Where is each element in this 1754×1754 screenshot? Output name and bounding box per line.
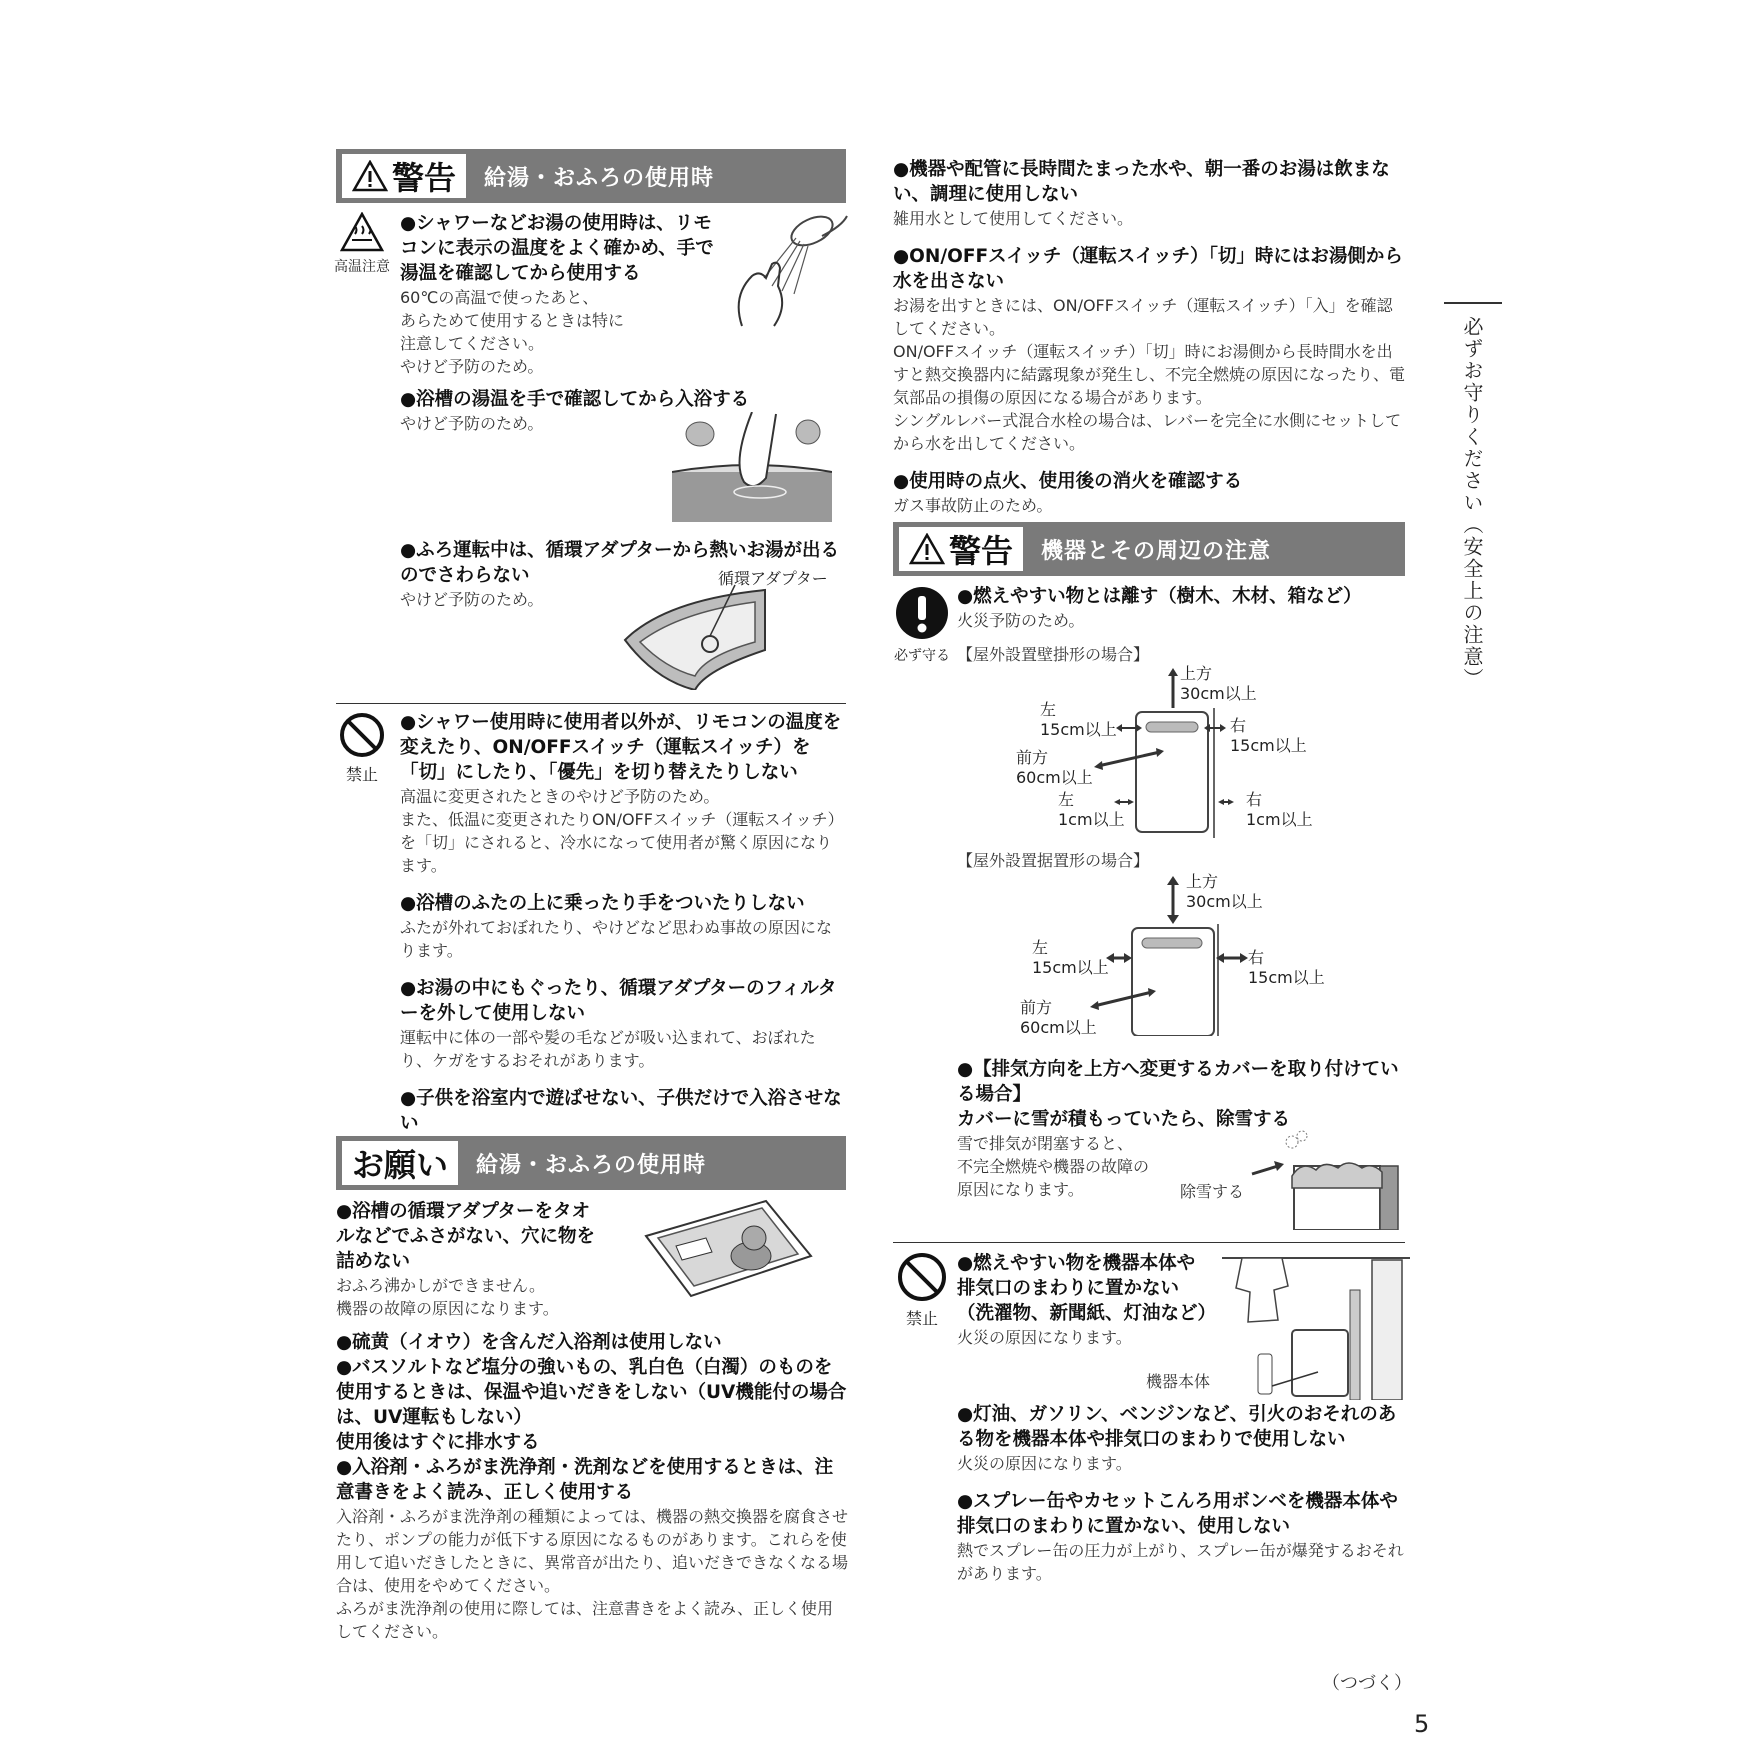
item-text: お湯を出すときには、ON/OFFスイッチ（運転スイッチ）「入」を確認してください。 xyxy=(893,296,1393,338)
hot-caution-mark xyxy=(334,212,390,276)
prohibit-mark xyxy=(890,1252,954,1329)
right-value: 15cm以上 xyxy=(1230,736,1307,755)
prohibited-icon xyxy=(339,712,385,758)
item-text: 注意してください。 xyxy=(400,334,545,353)
floor-mount-title: 【屋外設置据置形の場合】 xyxy=(957,851,1150,870)
item-heading: ●機器や配管に長時間たまった水や、朝一番のお湯は飲まない、調理に使用しない xyxy=(893,159,1390,205)
item-heading: 使用後はすぐに排水する xyxy=(336,1432,540,1453)
page-number: 5 xyxy=(1414,1710,1430,1738)
item-text: やけど予防のため。 xyxy=(400,414,544,433)
section-divider xyxy=(893,1242,1405,1243)
mandatory-icon xyxy=(894,585,950,641)
right-label: 右 xyxy=(1246,790,1263,809)
item-text: 運転中に体の一部や髪の毛などが吸い込まれて、おぼれたり、ケガをするおそれがあります。 xyxy=(400,1028,816,1070)
adapter-label: 循環アダプター xyxy=(718,569,828,588)
laundry-device-illustration xyxy=(1222,1250,1410,1400)
item-text: やけど予防のため。 xyxy=(400,590,544,609)
request-badge: お願い xyxy=(342,1141,458,1185)
wall-mount-title: 【屋外設置壁掛形の場合】 xyxy=(957,645,1150,664)
warning-badge xyxy=(342,154,466,198)
item-heading: 排気口のまわりに置かない xyxy=(957,1278,1180,1299)
must-label: 必ず守る xyxy=(894,648,950,664)
warning-badge xyxy=(899,527,1023,571)
prohibit-list xyxy=(400,710,846,1159)
left-value: 15cm以上 xyxy=(1040,720,1117,739)
request-items xyxy=(336,1330,848,1643)
up-value: 30cm以上 xyxy=(1180,684,1257,703)
prohibited-icon xyxy=(897,1252,947,1302)
item-heading: ●シャワーなどお湯の使用時は、リモコンに表示の温度をよく確かめ、手で湯温を確認してから使用する xyxy=(400,213,714,284)
right-value: 1cm以上 xyxy=(1246,810,1313,829)
prohibit-item xyxy=(400,891,846,962)
item-heading: ●ON/OFFスイッチ（運転スイッチ）「切」時にはお湯側から水を出さない xyxy=(893,246,1403,292)
item-text: 原因になります。 xyxy=(957,1180,1084,1199)
hot-water-warning-icon xyxy=(340,212,384,252)
item-text: ガス事故防止のため。 xyxy=(893,496,1053,515)
bath-adapter-illustration xyxy=(620,580,770,690)
prohibit-item xyxy=(400,976,846,1072)
bath-hand-illustration xyxy=(672,412,832,522)
item-heading: ●子供を浴室内で遊ばせない、子供だけで入浴させない xyxy=(400,1088,842,1134)
item-heading: ●灯油、ガソリン、ベンジンなど、引火のおそれのある物を機器本体や排気口のまわりで使用しない xyxy=(957,1404,1397,1450)
prohibit-label: 禁止 xyxy=(905,1309,938,1328)
towel-bath-illustration xyxy=(636,1196,816,1306)
continued-label: （つづく） xyxy=(1322,1673,1412,1694)
item-text: 火災の原因になります。 xyxy=(957,1328,1132,1347)
item-text: また、低温に変更されたりON/OFFスイッチ（運転スイッチ）を「切」にされると、冷水になって使用者が驚く原因になります。 xyxy=(400,810,844,875)
snow-removal-label: 除雪する xyxy=(1180,1182,1245,1201)
item-text: 火災予防のため。 xyxy=(957,611,1085,630)
item-heading: ●使用時の点火、使用後の消火を確認する xyxy=(893,471,1243,492)
front-label: 前方 xyxy=(1020,998,1053,1017)
item-heading: ●浴槽の循環アダプターをタオルなどでふさがない、穴に物を詰めない xyxy=(336,1201,596,1272)
prohibit-mark xyxy=(334,712,390,785)
warning-badge-text: 警告 xyxy=(949,532,1014,570)
prohibit-item xyxy=(400,710,846,877)
prohibit-items-fuel xyxy=(957,1402,1407,1585)
shower-hand-illustration xyxy=(712,206,852,336)
item-text: あらためて使用するときは特に xyxy=(400,311,625,330)
item-heading: ●浴槽の湯温を手で確認してから入浴する xyxy=(400,389,750,410)
item-text: 雑用水として使用してください。 xyxy=(893,209,1134,228)
up-label: 上方 xyxy=(1186,872,1219,891)
item-text: ふたが外れておぼれたり、やけどなど思わぬ事故の原因になります。 xyxy=(400,918,833,960)
front-label: 前方 xyxy=(1016,748,1049,767)
left-value: 1cm以上 xyxy=(1058,810,1125,829)
item-text: おふろ沸かしができません。 xyxy=(336,1276,545,1295)
warning-header-device xyxy=(893,522,1405,576)
item-heading: ●【排気方向を上方へ変更するカバーを取り付けている場合】 xyxy=(957,1059,1399,1105)
warning-triangle-icon xyxy=(352,160,388,192)
item-heading: ●スプレー缶やカセットこんろ用ボンベを機器本体や排気口のまわりに置かない、使用しない xyxy=(957,1491,1398,1537)
item-text: 入浴剤・ふろがま洗浄剤の種類によっては、機器の熱交換器を腐食させたり、ポンプの能力が低下する原因になるものがあります。これらを使用して追いだきしたときに、異常音が出たり、追いだきできなくなる場合は、使用をやめてください。 xyxy=(336,1507,849,1595)
item-text: シングルレバー式混合水栓の場合は、レバーを完全に水側にセットしてから水を出してください。 xyxy=(893,411,1402,453)
item-heading: ●ふろ運転中は、循環アダプターから熱いお湯が出るのでさわらない xyxy=(400,540,840,586)
warning-header-bath xyxy=(336,149,846,203)
item-heading: ●硫黄（イオウ）を含んだ入浴剤は使用しない xyxy=(336,1332,722,1353)
item-text: 熱でスプレー缶の圧力が上がり、スプレー缶が爆発するおそれがあります。 xyxy=(957,1541,1404,1583)
warning-badge-text: 警告 xyxy=(392,159,457,197)
warning-title: 給湯・おふろの使用時 xyxy=(484,165,715,191)
right-value: 15cm以上 xyxy=(1248,968,1325,987)
prohibit-item-laundry xyxy=(957,1251,1217,1349)
warning-triangle-icon xyxy=(909,533,945,565)
request-item-adapter xyxy=(336,1199,606,1320)
hot-caution-label: 高温注意 xyxy=(334,259,390,275)
request-title: 給湯・おふろの使用時 xyxy=(476,1152,707,1178)
item-text: ふろがま洗浄剤の使用に際しては、注意書きをよく読み、正しく使用してください。 xyxy=(336,1599,833,1641)
item-text: 雪で排気が閉塞すると、 xyxy=(957,1134,1134,1153)
item-heading: ●燃えやすい物を機器本体や xyxy=(957,1253,1196,1274)
side-tab-label: 必ずお守りください（安全上の注意） xyxy=(1460,316,1484,690)
item-text: ON/OFFスイッチ（運転スイッチ）「切」時にお湯側から長時間水を出すと熱交換器内に結露現象が発生し、不完全燃焼の原因になったり、電気部品の損傷の原因になる場合があります。 xyxy=(893,342,1406,407)
must-mark xyxy=(890,585,954,665)
left-label: 左 xyxy=(1032,938,1049,957)
left-label: 左 xyxy=(1040,700,1057,719)
warning-title: 機器とその周辺の注意 xyxy=(1041,538,1272,564)
device-body-label: 機器本体 xyxy=(1146,1372,1211,1391)
wall-mount-diagram xyxy=(1000,664,1340,838)
item-heading: ●シャワー使用時に使用者以外が、リモコンの温度を変えたり、ON/OFFスイッチ（運転スイッチ）を「切」にしたり、「優先」を切り替えたりしない xyxy=(400,712,842,783)
section-divider xyxy=(336,703,846,704)
prohibit-label: 禁止 xyxy=(345,765,378,784)
item-text: 不完全燃焼や機器の故障の xyxy=(957,1157,1150,1176)
item-heading: ●浴槽のふたの上に乗ったり手をついたりしない xyxy=(400,893,805,914)
front-value: 60cm以上 xyxy=(1020,1018,1097,1037)
item-heading: ●お湯の中にもぐったり、循環アダプターのフィルターを外して使用しない xyxy=(400,978,837,1024)
right-top-items xyxy=(893,157,1405,517)
side-tab-rule xyxy=(1444,302,1502,304)
left-label: 左 xyxy=(1058,790,1075,809)
floor-mount-diagram xyxy=(1000,872,1340,1037)
item-heading: ●燃えやすい物とは離す（樹木、木材、箱など） xyxy=(957,586,1362,607)
item-text: 60℃の高温で使ったあと、 xyxy=(400,288,599,307)
item-heading: （洗濯物、新聞紙、灯油など） xyxy=(957,1303,1217,1324)
up-label: 上方 xyxy=(1180,664,1213,683)
warning-item-shower xyxy=(400,211,720,378)
item-text: 機器の故障の原因になります。 xyxy=(336,1299,559,1318)
right-label: 右 xyxy=(1230,716,1247,735)
item-text: 高温に変更されたときのやけど予防のため。 xyxy=(400,787,720,806)
request-header xyxy=(336,1136,846,1190)
item-heading: ●入浴剤・ふろがま洗浄剤・洗剤などを使用するときは、注意書きをよく読み、正しく使用する xyxy=(336,1457,834,1503)
front-value: 60cm以上 xyxy=(1016,768,1093,787)
snow-cover-illustration xyxy=(1244,1130,1404,1230)
item-heading: ●バスソルトなど塩分の強いもの、乳白色（白濁）のものを使用するときは、保温や追いだきをしない（UV機能付の場合は、UV運転もしない） xyxy=(336,1357,847,1428)
device-item-flammable xyxy=(957,584,1407,632)
up-value: 30cm以上 xyxy=(1186,892,1263,911)
item-heading: カバーに雪が積もっていたら、除雪する xyxy=(957,1109,1291,1130)
item-text: やけど予防のため。 xyxy=(400,357,544,376)
right-label: 右 xyxy=(1248,948,1265,967)
left-value: 15cm以上 xyxy=(1032,958,1109,977)
item-text: 火災の原因になります。 xyxy=(957,1454,1132,1473)
